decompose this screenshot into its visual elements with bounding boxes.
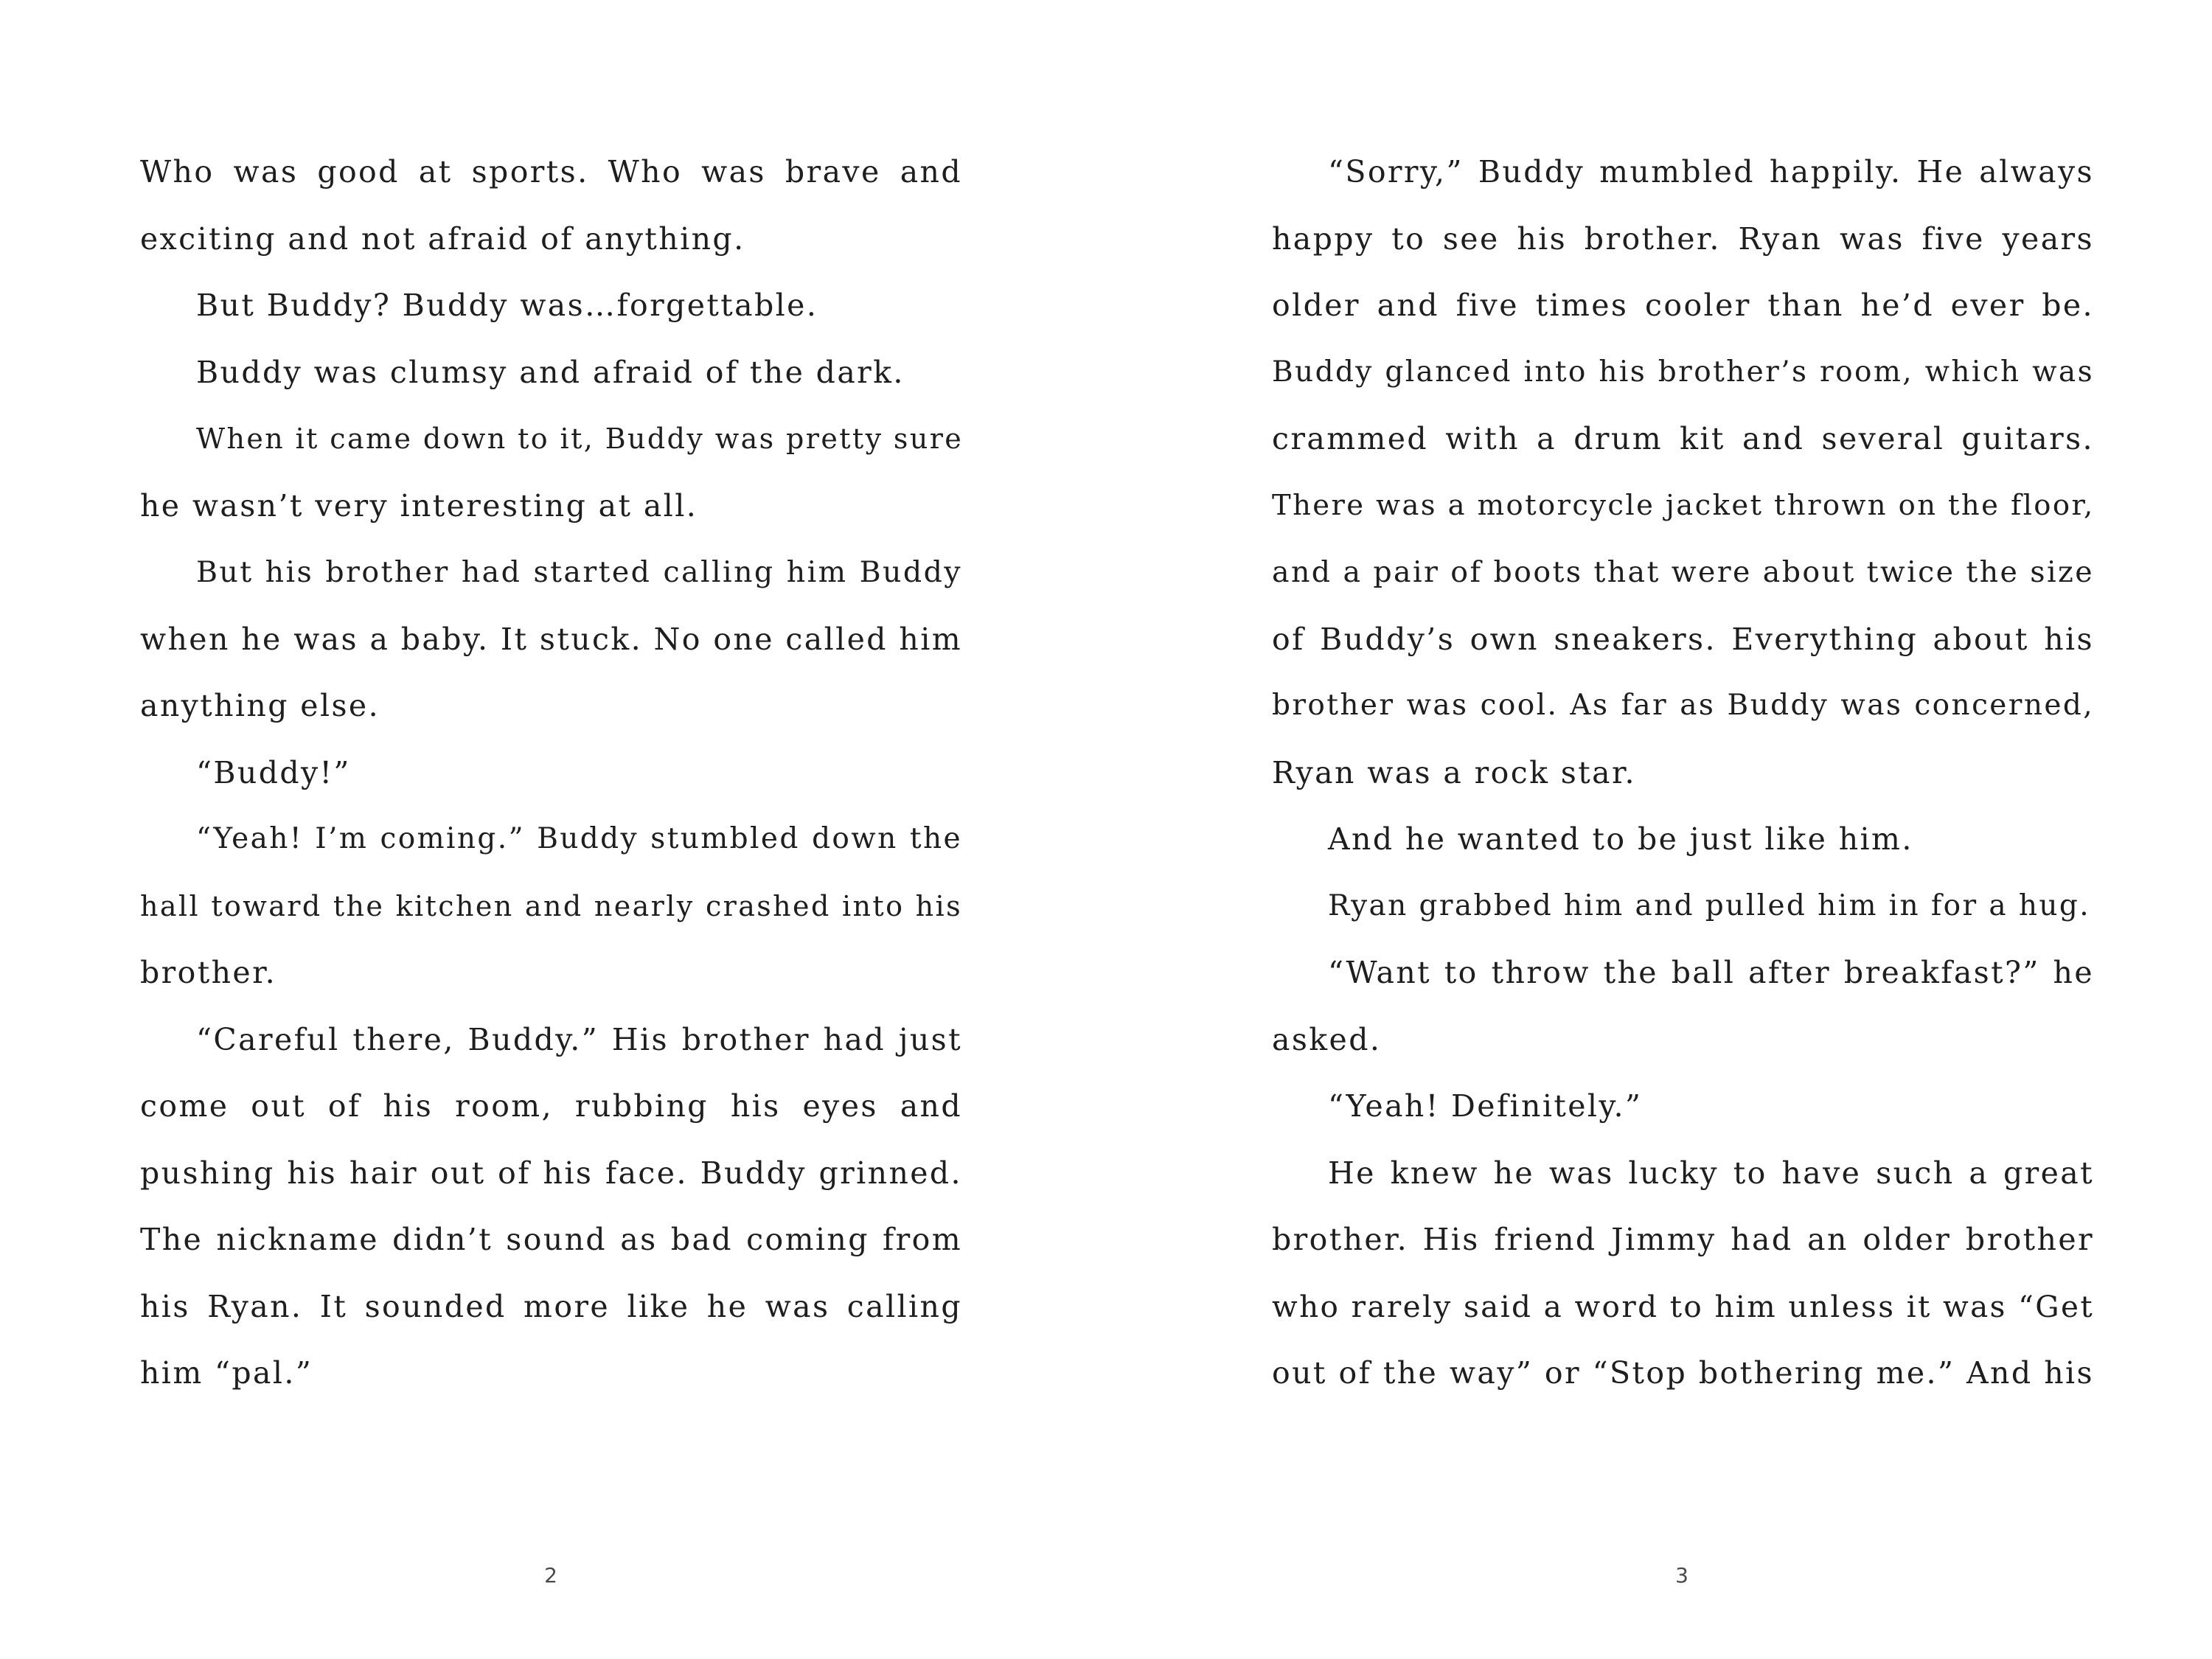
text-line: brother. His friend Jimmy had an older brother	[1272, 1222, 2094, 1257]
text-line: of Buddy’s own sneakers. Everything about his	[1272, 621, 2094, 657]
page-number-right: 3	[1675, 1563, 1688, 1587]
text-line: who rarely said a word to him unless it was “Get	[1272, 1288, 2094, 1324]
text-line: pushing his hair out of his face. Buddy grinned.	[140, 1155, 962, 1191]
text-line: when he was a baby. It stuck. No one called him	[140, 621, 962, 657]
text-line: “Want to throw the ball after breakfast?” he	[1328, 955, 2094, 990]
text-line: his Ryan. It sounded more like he was calling	[140, 1288, 962, 1324]
text-line: he wasn’t very interesting at all.	[140, 487, 698, 524]
text-line: “Yeah! Definitely.”	[1328, 1088, 1643, 1124]
text-line: brother.	[140, 955, 277, 990]
text-line: crammed with a drum kit and several guitars.	[1272, 421, 2094, 456]
text-line: But his brother had started calling him Buddy	[196, 555, 962, 589]
text-line: older and five times cooler than he’d ever be.	[1272, 288, 2094, 323]
text-line: out of the way” or “Stop bothering me.” And his	[1272, 1355, 2094, 1391]
text-line: Who was good at sports. Who was brave and	[140, 154, 962, 189]
text-line: There was a motorcycle jacket thrown on the floor,	[1272, 488, 2095, 522]
text-line: hall toward the kitchen and nearly crashed into his	[140, 889, 962, 922]
text-line: asked.	[1272, 1021, 1382, 1057]
text-line: “Yeah! I’m coming.” Buddy stumbled down the	[196, 822, 962, 855]
text-line: and a pair of boots that were about twice the size	[1272, 555, 2094, 589]
text-line: exciting and not afraid of anything.	[140, 220, 745, 257]
text-line: But Buddy? Buddy was…forgettable.	[196, 288, 818, 323]
text-line: The nickname didn’t sound as bad coming from	[140, 1222, 962, 1257]
page-number-left: 2	[544, 1563, 557, 1587]
text-line: “Sorry,” Buddy mumbled happily. He always	[1328, 154, 2094, 189]
text-line: happy to see his brother. Ryan was five years	[1272, 220, 2094, 257]
text-line: And he wanted to be just like him.	[1328, 821, 1913, 857]
text-line: him “pal.”	[140, 1355, 313, 1391]
text-line: He knew he was lucky to have such a great	[1328, 1155, 2094, 1191]
text-line: “Buddy!”	[196, 754, 351, 790]
text-line: Buddy was clumsy and afraid of the dark.	[196, 354, 905, 390]
left-page-text	[140, 139, 962, 1407]
text-line: brother was cool. As far as Buddy was concerned,	[1272, 689, 2094, 722]
text-line: come out of his room, rubbing his eyes and	[140, 1088, 962, 1124]
right-page	[1106, 0, 2212, 1659]
text-line: When it came down to it, Buddy was pretty sure	[196, 422, 964, 455]
text-line: anything else.	[140, 688, 380, 723]
text-line: “Careful there, Buddy.” His brother had just	[196, 1021, 962, 1057]
text-line: Buddy glanced into his brother’s room, which was	[1272, 355, 2094, 389]
right-page-text	[1272, 139, 2094, 1407]
text-line: Ryan grabbed him and pulled him in for a hug.	[1328, 888, 2091, 922]
text-line: Ryan was a rock star.	[1272, 754, 1636, 790]
